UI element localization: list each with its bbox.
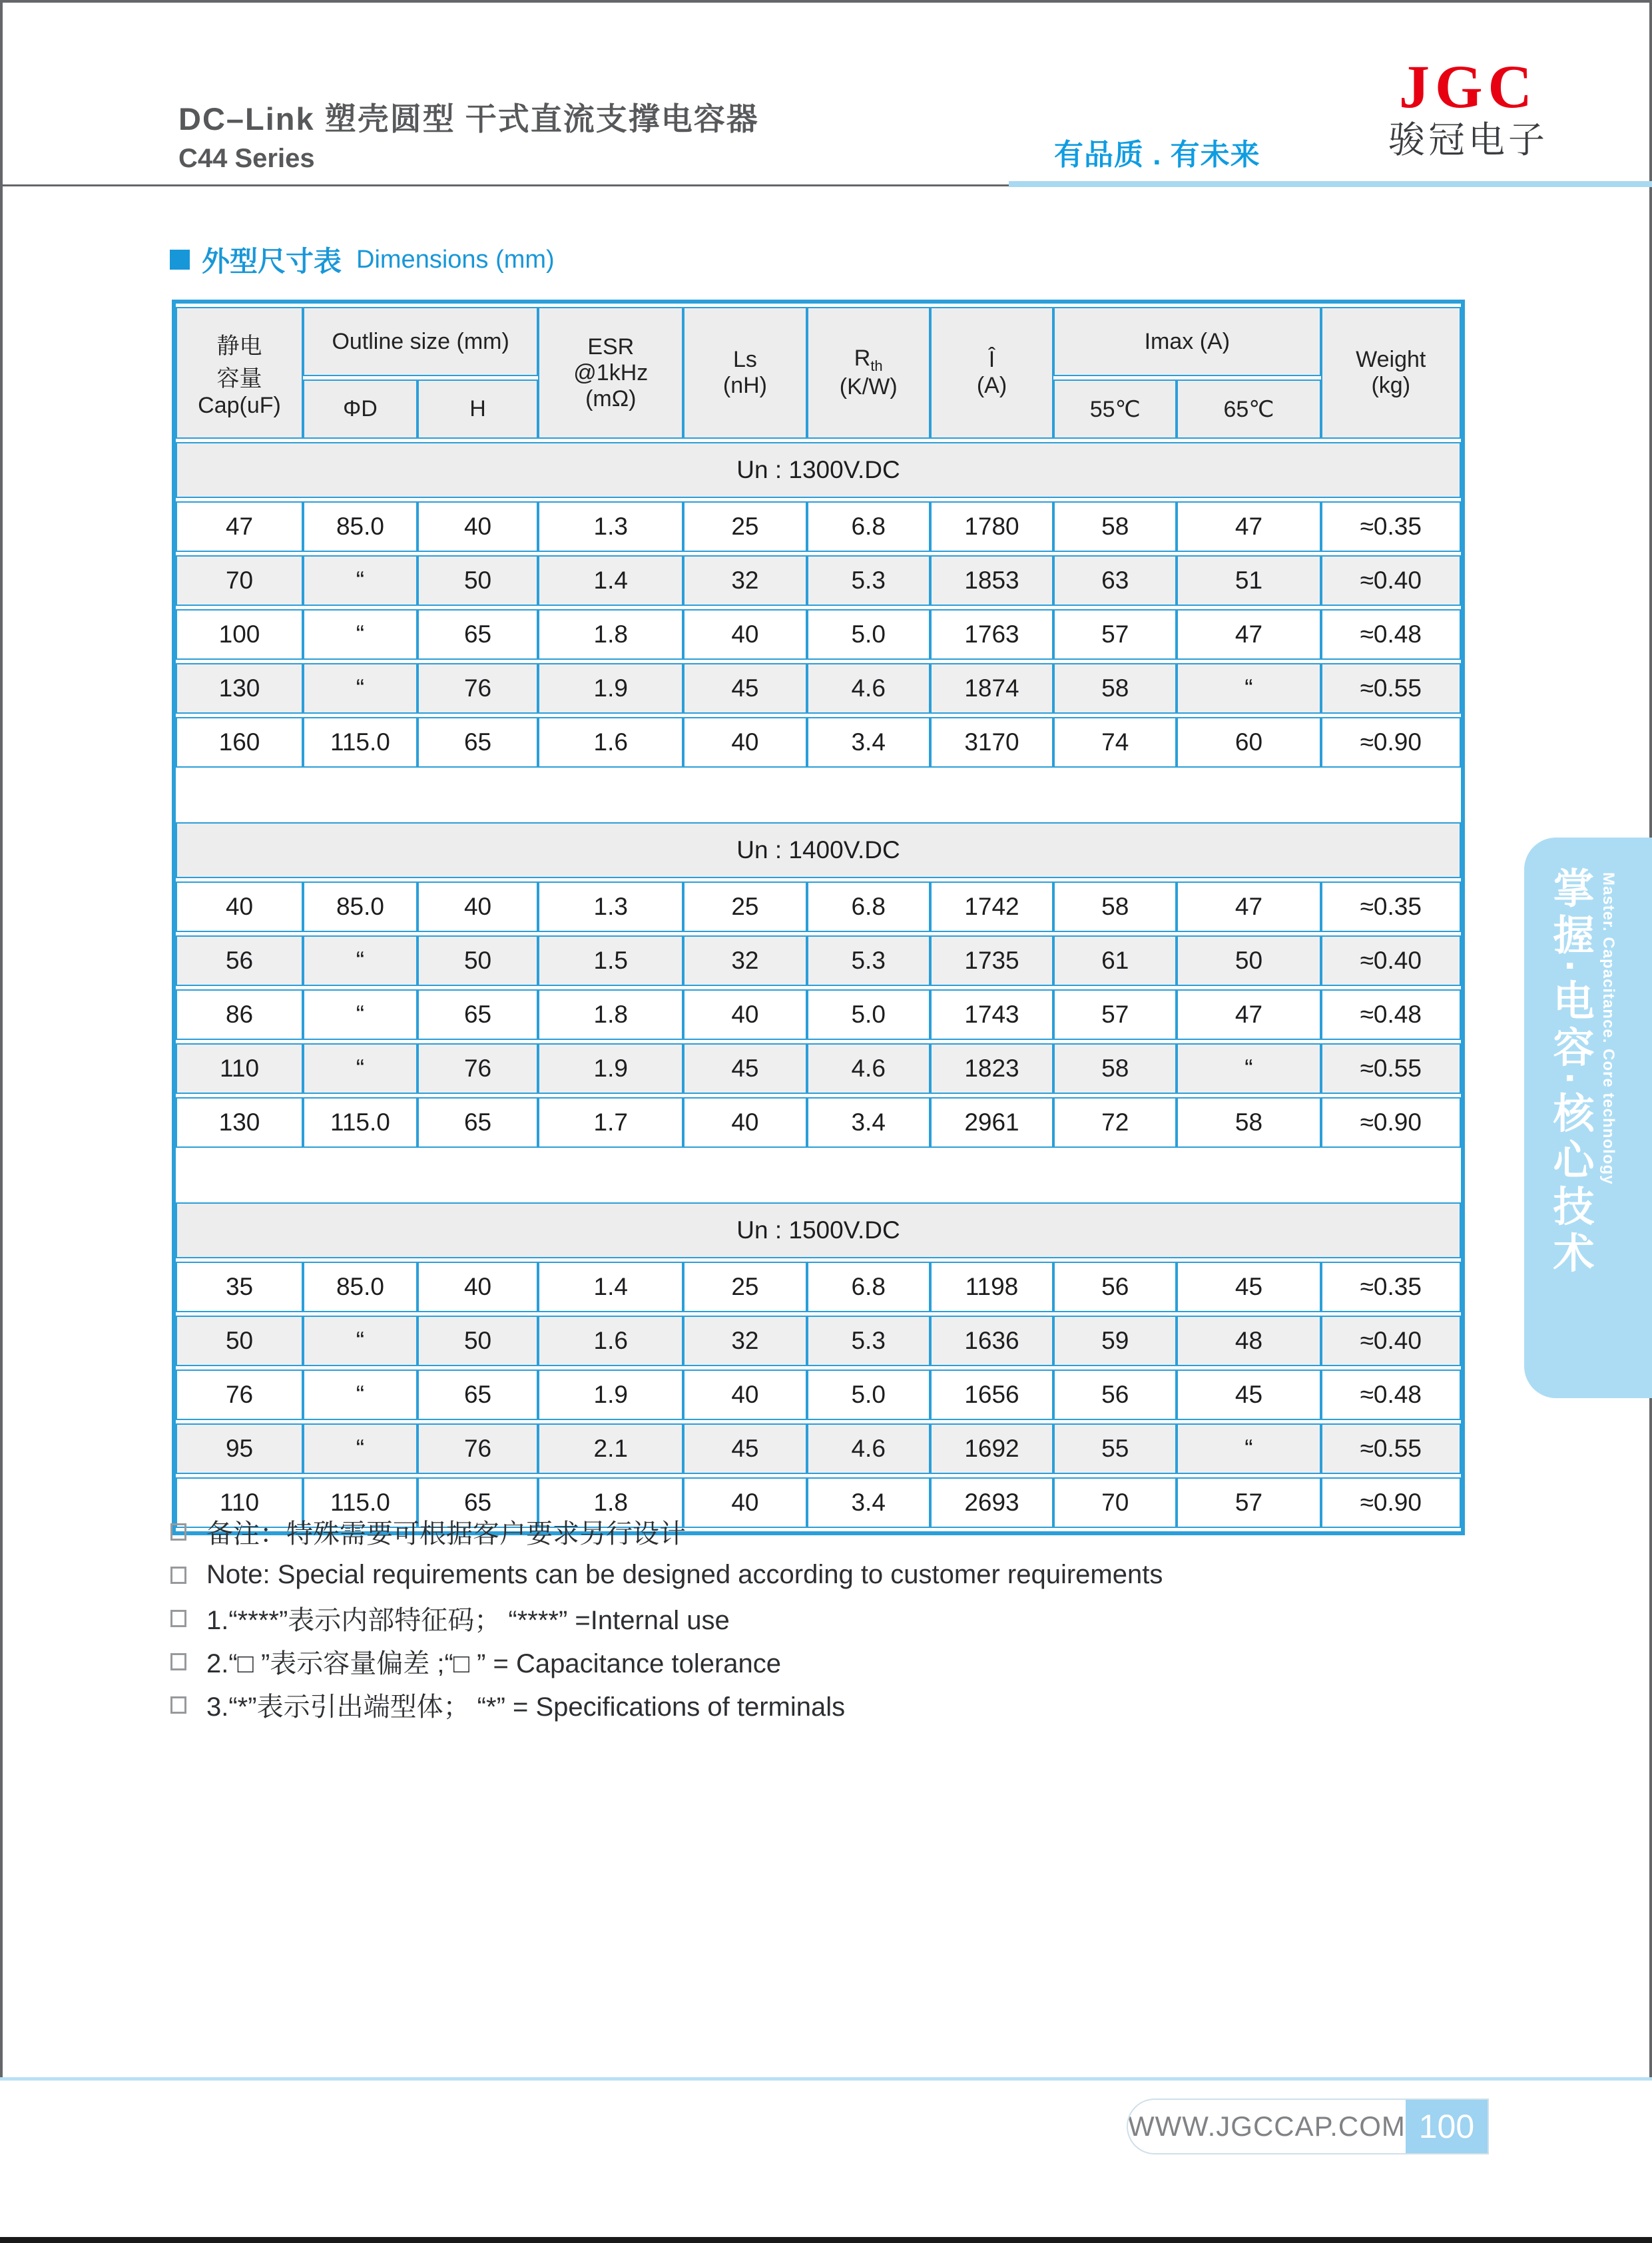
table-cell: 1656 xyxy=(930,1370,1053,1420)
col-header-outline-size: Outline size (mm) xyxy=(303,307,538,376)
table-cell: 1692 xyxy=(930,1423,1053,1474)
table-cell: 40 xyxy=(417,501,538,552)
table-cell: 58 xyxy=(1053,501,1177,552)
table-cell: 40 xyxy=(683,717,806,768)
page-title: DC–Link 塑壳圆型 干式直流支撑电容器 xyxy=(178,101,759,136)
table-cell: 6.8 xyxy=(807,881,930,932)
header-divider-gray xyxy=(0,184,1009,186)
website-pill xyxy=(1127,2099,1489,2154)
table-cell: 76 xyxy=(176,1370,303,1420)
table-cell: ≈0.55 xyxy=(1321,1043,1461,1094)
table-cell: 100 xyxy=(176,609,303,660)
table-cell: 50 xyxy=(1177,935,1320,986)
col-header-esr: ESR @1kHz (mΩ) xyxy=(538,307,683,439)
voltage-section-header: Un : 1500V.DC xyxy=(176,1202,1461,1258)
col-header-diameter: ΦD xyxy=(303,379,417,439)
square-bullet-icon xyxy=(170,1523,186,1541)
table-row xyxy=(176,1316,1461,1366)
table-cell: 1823 xyxy=(930,1043,1053,1094)
table-cell: 51 xyxy=(1177,555,1320,606)
table-cell: ≈0.35 xyxy=(1321,1262,1461,1312)
col-header-55c: 55℃ xyxy=(1053,379,1177,439)
square-bullet-icon xyxy=(170,1610,186,1627)
table-cell: 65 xyxy=(417,1477,538,1528)
table-cell: 50 xyxy=(417,555,538,606)
table-cell: 72 xyxy=(1053,1097,1177,1148)
table-cell: 25 xyxy=(683,881,806,932)
table-cell: 85.0 xyxy=(303,501,417,552)
table-cell: “ xyxy=(303,1423,417,1474)
table-cell: 63 xyxy=(1053,555,1177,606)
banner-text-en: Master. Capacitance. Core technology xyxy=(1599,872,1617,1185)
table-cell: 45 xyxy=(683,1423,806,1474)
table-cell: 1.5 xyxy=(538,935,683,986)
table-cell: 56 xyxy=(176,935,303,986)
table-cell: 1743 xyxy=(930,989,1053,1040)
footer-divider xyxy=(0,2077,1652,2081)
table-row xyxy=(176,1370,1461,1420)
table-cell: 76 xyxy=(417,1043,538,1094)
table-cell: 40 xyxy=(176,881,303,932)
brand-logo-block xyxy=(1358,53,1578,160)
table-row xyxy=(176,555,1461,606)
table-cell: 1735 xyxy=(930,935,1053,986)
table-cell: ≈0.55 xyxy=(1321,1423,1461,1474)
table-cell: 40 xyxy=(417,1262,538,1312)
banner-text-cn: 掌握·电容·核心技术 xyxy=(1547,867,1593,1278)
jgc-logo: JGC xyxy=(1399,53,1537,121)
table-cell: 1.6 xyxy=(538,1316,683,1366)
table-cell: 1198 xyxy=(930,1262,1053,1312)
table-cell: 65 xyxy=(417,717,538,768)
table-cell: 47 xyxy=(1177,881,1320,932)
table-cell: ≈0.40 xyxy=(1321,1316,1461,1366)
table-cell: 3.4 xyxy=(807,717,930,768)
table-cell: 2.1 xyxy=(538,1423,683,1474)
table-cell: “ xyxy=(303,1043,417,1094)
table-cell: 57 xyxy=(1053,989,1177,1040)
table-cell: 110 xyxy=(176,1043,303,1094)
table-cell: 115.0 xyxy=(303,717,417,768)
square-bullet-icon xyxy=(170,1567,186,1584)
header-divider-blue xyxy=(1009,181,1652,187)
table-row xyxy=(176,663,1461,714)
table-cell: 61 xyxy=(1053,935,1177,986)
col-header-65c: 65℃ xyxy=(1177,379,1320,439)
table-cell: 32 xyxy=(683,935,806,986)
note-line xyxy=(170,1510,1163,1553)
table-cell: 65 xyxy=(417,989,538,1040)
table-cell: 47 xyxy=(1177,501,1320,552)
table-row xyxy=(176,1097,1461,1148)
voltage-section-header: Un : 1400V.DC xyxy=(176,822,1461,878)
table-row xyxy=(176,717,1461,768)
table-cell: ≈0.48 xyxy=(1321,1370,1461,1420)
table-cell: ≈0.55 xyxy=(1321,663,1461,714)
table-cell: 1.6 xyxy=(538,717,683,768)
table-cell: 1853 xyxy=(930,555,1053,606)
table-cell: 32 xyxy=(683,1316,806,1366)
table-cell: 59 xyxy=(1053,1316,1177,1366)
note-line xyxy=(170,1597,1163,1640)
table-cell: “ xyxy=(303,1370,417,1420)
table-cell: 3.4 xyxy=(807,1477,930,1528)
table-cell: 1.4 xyxy=(538,1262,683,1312)
section-title-en: Dimensions (mm) xyxy=(356,245,555,274)
square-bullet-icon xyxy=(170,1696,186,1714)
table-cell: 57 xyxy=(1177,1477,1320,1528)
table-cell: 56 xyxy=(1053,1262,1177,1312)
table-cell: 1.8 xyxy=(538,609,683,660)
table-cell: ≈0.90 xyxy=(1321,717,1461,768)
table-cell: “ xyxy=(303,555,417,606)
table-cell: 25 xyxy=(683,501,806,552)
table-cell: 60 xyxy=(1177,717,1320,768)
table-cell: 5.0 xyxy=(807,1370,930,1420)
table-cell: 70 xyxy=(1053,1477,1177,1528)
note-text: 2.“□ ”表示容量偏差 ;“□ ” = Capacitance tolerance xyxy=(206,1649,782,1678)
table-cell: 58 xyxy=(1053,1043,1177,1094)
col-header-capacitance: 静电 容量 Cap(uF) xyxy=(176,307,303,439)
table-row xyxy=(176,1423,1461,1474)
table-cell: 57 xyxy=(1053,609,1177,660)
table-cell: 40 xyxy=(417,881,538,932)
table-cell: “ xyxy=(1177,663,1320,714)
table-cell: 50 xyxy=(417,1316,538,1366)
brand-slogan: 有品质 . 有未来 xyxy=(1054,138,1260,171)
table-cell: 5.3 xyxy=(807,555,930,606)
table-cell: 5.3 xyxy=(807,1316,930,1366)
table-cell: 65 xyxy=(417,609,538,660)
table-cell: 1.8 xyxy=(538,989,683,1040)
table-cell: 115.0 xyxy=(303,1477,417,1528)
table-cell: 58 xyxy=(1177,1097,1320,1148)
table-cell: ≈0.90 xyxy=(1321,1097,1461,1148)
table-cell: 70 xyxy=(176,555,303,606)
table-cell: 95 xyxy=(176,1423,303,1474)
table-cell: 160 xyxy=(176,717,303,768)
page-bottom-bar xyxy=(0,2237,1652,2243)
table-cell: 3170 xyxy=(930,717,1053,768)
table-cell: 45 xyxy=(1177,1370,1320,1420)
table-cell: ≈0.35 xyxy=(1321,501,1461,552)
table-row xyxy=(176,501,1461,552)
table-cell: 1780 xyxy=(930,501,1053,552)
table-row xyxy=(176,989,1461,1040)
table-cell: 130 xyxy=(176,1097,303,1148)
table-cell: “ xyxy=(1177,1043,1320,1094)
note-text: 备注：特殊需要可根据客户要求另行设计 xyxy=(206,1519,686,1549)
table-cell: 40 xyxy=(683,1370,806,1420)
voltage-section-header: Un : 1300V.DC xyxy=(176,442,1461,498)
table-cell: 35 xyxy=(176,1262,303,1312)
page-border-left xyxy=(0,0,3,2079)
table-cell: “ xyxy=(303,1316,417,1366)
table-cell: 2961 xyxy=(930,1097,1053,1148)
note-text: 1.“****”表示内部特征码； “****” =Internal use xyxy=(206,1606,730,1635)
table-cell: 48 xyxy=(1177,1316,1320,1366)
square-bullet-icon xyxy=(170,1653,186,1670)
table-cell: 86 xyxy=(176,989,303,1040)
table-cell: 1.9 xyxy=(538,1370,683,1420)
table-cell: 58 xyxy=(1053,663,1177,714)
table-cell: 4.6 xyxy=(807,1043,930,1094)
note-text: Note: Special requirements can be designed according to customer requirements xyxy=(206,1560,1163,1589)
table-cell: 1.7 xyxy=(538,1097,683,1148)
table-cell: “ xyxy=(303,989,417,1040)
table-row xyxy=(176,1262,1461,1312)
section-title-cn: 外型尺寸表 xyxy=(202,246,342,277)
table-cell: 40 xyxy=(683,1477,806,1528)
col-header-weight: Weight (kg) xyxy=(1321,307,1461,439)
page-border-top xyxy=(0,0,1652,3)
table-cell: 6.8 xyxy=(807,501,930,552)
table-cell: ≈0.40 xyxy=(1321,555,1461,606)
table-row xyxy=(176,609,1461,660)
table-row xyxy=(176,881,1461,932)
table-cell: 56 xyxy=(1053,1370,1177,1420)
note-text: 3.“*”表示引出端型体； “*” = Specifications of terminals xyxy=(206,1692,846,1722)
table-cell: 74 xyxy=(1053,717,1177,768)
table-cell: 85.0 xyxy=(303,1262,417,1312)
section-spacer xyxy=(176,1151,1461,1199)
table-cell: “ xyxy=(303,609,417,660)
table-cell: 5.0 xyxy=(807,609,930,660)
table-cell: 47 xyxy=(176,501,303,552)
notes-list xyxy=(170,1510,1163,1726)
table-cell: ≈0.35 xyxy=(1321,881,1461,932)
table-cell: 1.9 xyxy=(538,1043,683,1094)
table-cell: 1874 xyxy=(930,663,1053,714)
website-url: WWW.JGCCAP.COM xyxy=(1128,2111,1406,2142)
table-cell: 5.3 xyxy=(807,935,930,986)
table-cell: 65 xyxy=(417,1097,538,1148)
col-header-peak-current: Î (A) xyxy=(930,307,1053,439)
col-header-rth: $R_{th}$ (K/W) xyxy=(807,307,930,439)
table-cell: 4.6 xyxy=(807,1423,930,1474)
company-name: 骏冠电子 xyxy=(1388,119,1548,160)
table-cell: 65 xyxy=(417,1370,538,1420)
table-cell: “ xyxy=(1177,1423,1320,1474)
table-cell: 1763 xyxy=(930,609,1053,660)
note-line xyxy=(170,1683,1163,1726)
dimensions-table xyxy=(172,300,1465,1535)
table-cell: 1.8 xyxy=(538,1477,683,1528)
table-cell: 130 xyxy=(176,663,303,714)
col-header-ls: Ls (nH) xyxy=(683,307,806,439)
table-cell: 76 xyxy=(417,663,538,714)
table-cell: 45 xyxy=(1177,1262,1320,1312)
table-cell: 1.3 xyxy=(538,881,683,932)
page-number: 100 xyxy=(1406,2100,1488,2153)
table-cell: ≈0.90 xyxy=(1321,1477,1461,1528)
table-row xyxy=(176,1043,1461,1094)
table-cell: 55 xyxy=(1053,1423,1177,1474)
table-cell: “ xyxy=(303,663,417,714)
table-cell: 47 xyxy=(1177,609,1320,660)
table-cell: 110 xyxy=(176,1477,303,1528)
table-cell: 115.0 xyxy=(303,1097,417,1148)
table-cell: 5.0 xyxy=(807,989,930,1040)
table-cell: 32 xyxy=(683,555,806,606)
table-cell: 1742 xyxy=(930,881,1053,932)
table-cell: 50 xyxy=(176,1316,303,1366)
table-cell: 85.0 xyxy=(303,881,417,932)
table-cell: 3.4 xyxy=(807,1097,930,1148)
note-line xyxy=(170,1640,1163,1683)
table-row xyxy=(176,935,1461,986)
table-cell: 40 xyxy=(683,609,806,660)
note-line xyxy=(170,1553,1163,1597)
table-cell: ≈0.48 xyxy=(1321,609,1461,660)
table-cell: 50 xyxy=(417,935,538,986)
table-cell: 4.6 xyxy=(807,663,930,714)
table-cell: 40 xyxy=(683,1097,806,1148)
table-cell: 1.4 xyxy=(538,555,683,606)
table-cell: 6.8 xyxy=(807,1262,930,1312)
section-title xyxy=(170,240,555,280)
table-cell: 1636 xyxy=(930,1316,1053,1366)
col-header-height: H xyxy=(417,379,538,439)
table-cell: 25 xyxy=(683,1262,806,1312)
col-header-imax: Imax (A) xyxy=(1053,307,1320,376)
table-cell: 2693 xyxy=(930,1477,1053,1528)
table-body xyxy=(176,442,1461,1528)
table-cell: 58 xyxy=(1053,881,1177,932)
table-cell: 40 xyxy=(683,989,806,1040)
table-cell: 45 xyxy=(683,663,806,714)
table-cell: ≈0.48 xyxy=(1321,989,1461,1040)
table-cell: 1.3 xyxy=(538,501,683,552)
blue-square-icon xyxy=(170,250,190,270)
table-cell: “ xyxy=(303,935,417,986)
table-cell: 45 xyxy=(683,1043,806,1094)
series-subtitle: C44 Series xyxy=(178,144,315,173)
table-cell: 76 xyxy=(417,1423,538,1474)
table-cell: ≈0.40 xyxy=(1321,935,1461,986)
side-banner xyxy=(1524,838,1652,1398)
table-cell: 47 xyxy=(1177,989,1320,1040)
table-cell: 1.9 xyxy=(538,663,683,714)
section-spacer xyxy=(176,771,1461,819)
